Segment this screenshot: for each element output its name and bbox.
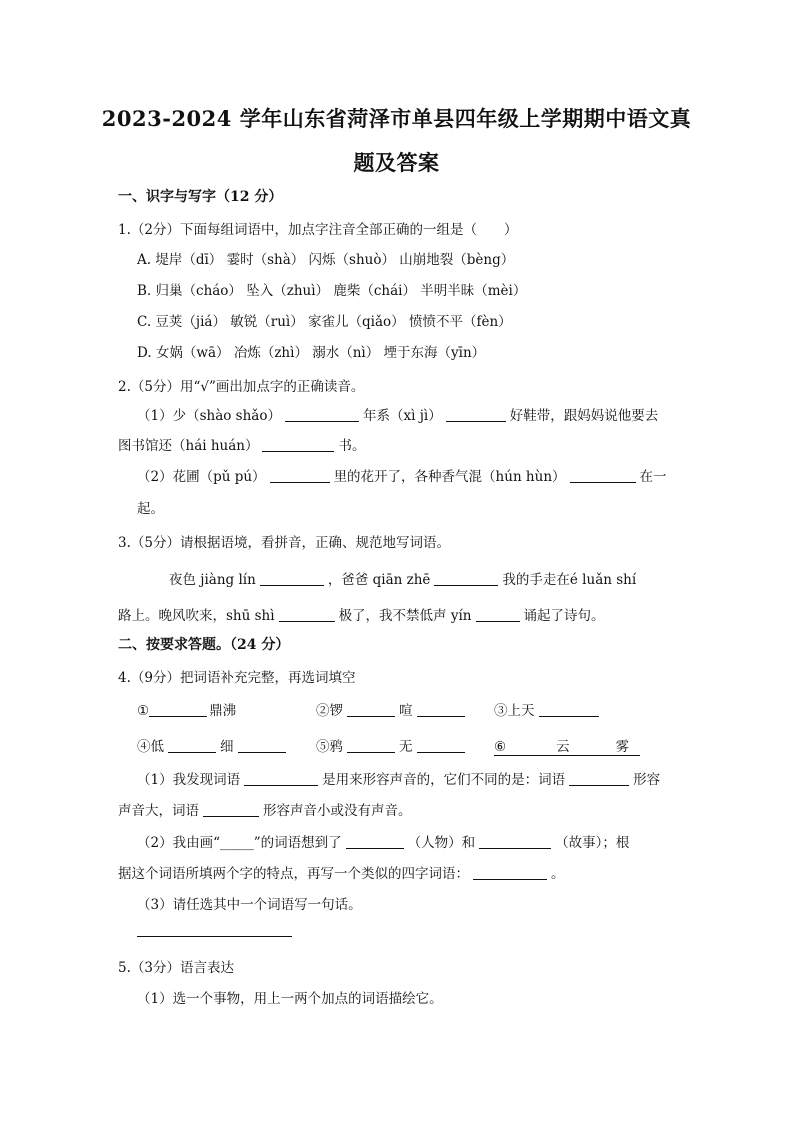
q4-item-4 — [137, 735, 290, 755]
q4-blank-7[interactable] — [347, 738, 395, 753]
q4-item-5 — [316, 735, 469, 755]
q2-l1-part-b: 年系（xì jì） — [362, 408, 442, 424]
q4-s2-blank-3[interactable] — [473, 865, 547, 880]
q4-item-6-word-b: 雾 — [615, 739, 630, 755]
q3-blank-3[interactable] — [279, 607, 335, 622]
q1-option-c: C. 豆荚（jiá） 敏锐（ruì） 家雀儿（qiǎo） 愤愤不平（fèn） — [137, 314, 512, 330]
q4-s2-blank-2[interactable] — [479, 834, 551, 849]
q4-s1-blank-2[interactable] — [569, 771, 629, 786]
q4-sub2-line-2 — [118, 862, 565, 882]
q4-s1-blank-1[interactable] — [244, 771, 318, 786]
section-2-heading: 二、按要求答题。（24 分） — [118, 637, 290, 653]
q4-item-4-word-a: ④低 — [137, 739, 164, 755]
q4-item-5-word-b: 无 — [399, 739, 413, 755]
q4-sentence-answer-line[interactable] — [137, 936, 292, 937]
q4-blank-6[interactable] — [238, 738, 286, 753]
q2-blank-1[interactable] — [285, 407, 359, 422]
q3-l2-part-c: 诵起了诗句。 — [523, 608, 605, 624]
q4-blank-8[interactable] — [417, 738, 465, 753]
q2-line-1 — [137, 404, 658, 424]
q2-l2-part-a: 图书馆还（hái huán） — [118, 438, 259, 454]
q4-s1-part-d: 声音大，词语 — [118, 803, 199, 819]
q4-item-1 — [137, 699, 236, 719]
q3-l1-part-a: 夜色 jiàng lín — [169, 572, 256, 588]
q4-item-1-word: 鼎沸 — [209, 703, 237, 719]
q4-blank-1[interactable] — [149, 702, 207, 717]
q2-stem: 2.（5分）用“√”画出加点字的正确读音。 — [118, 379, 365, 395]
q1-stem: 1.（2分）下面每组词语中，加点字注音全部正确的一组是（ ） — [118, 222, 518, 238]
q3-blank-4[interactable] — [476, 607, 520, 622]
q4-sub1-line-1 — [137, 768, 660, 788]
q1-option-d: D. 女娲（wā） 冶炼（zhì） 溺水（nì） 堙于东海（yīn） — [137, 345, 486, 361]
q3-stem: 3.（5分）请根据语境，看拼音，正确、规范地写词语。 — [118, 535, 450, 551]
q4-sub1-line-2 — [118, 799, 412, 819]
q2-blank-3[interactable] — [262, 437, 334, 452]
q4-s2-part-b: （人物）和 — [407, 835, 476, 851]
q2-line-2 — [118, 434, 365, 454]
q2-l3-part-a: （2）花圃（pǔ pú） — [137, 469, 266, 485]
q4-sub3: （3）请任选其中一个词语写一句话。 — [137, 897, 362, 913]
q3-l1-part-b: ，爸爸 qiān zhē — [327, 572, 431, 588]
q5-sub1: （1）选一个事物，用上一两个加点的词语描绘它。 — [137, 991, 443, 1007]
q2-line-3 — [137, 465, 667, 485]
q4-item-5-word-a: ⑤鸦 — [316, 739, 343, 755]
q5-stem: 5.（3分）语言表达 — [118, 960, 234, 976]
q3-line-1 — [169, 568, 636, 588]
q4-blank-5[interactable] — [168, 738, 216, 753]
section-1-heading: 一、识字与写字（12 分） — [118, 189, 283, 205]
q4-s2-blank-1[interactable] — [346, 834, 404, 849]
q4-item-3-word: ③上天 — [494, 703, 535, 719]
q4-item-6-word-a: 云 — [556, 739, 570, 755]
q1-option-b: B. 归巢（cháo） 坠入（zhuì） 鹿柴（chái） 半明半昧（mèi） — [137, 283, 527, 299]
q2-blank-5[interactable] — [570, 468, 636, 483]
q4-stem: 4.（9分）把词语补充完整，再选词填空 — [118, 670, 356, 686]
q4-s1-part-e: 形容声音小或没有声音。 — [263, 803, 412, 819]
q4-s1-part-a: （1）我发现词语 — [137, 772, 241, 788]
q2-line-4: 起。 — [137, 501, 164, 517]
q3-l1-part-c: 我的手走在é luǎn shí — [502, 572, 637, 588]
q4-blank-4[interactable] — [539, 702, 599, 717]
q4-s2-part-e: 。 — [551, 866, 565, 882]
q4-s1-blank-3[interactable] — [203, 802, 259, 817]
q2-blank-4[interactable] — [270, 468, 330, 483]
title-line-1: 2023-2024 学年山东省菏泽市单县四年级上学期期中语文真 — [101, 106, 692, 131]
q4-item-1-num: ① — [137, 703, 150, 719]
q4-item-2 — [316, 699, 469, 719]
q4-item-3 — [494, 699, 603, 719]
q4-item-4-word-b: 细 — [220, 739, 234, 755]
q4-s2-part-d: 据这个词语所填两个字的特点，再写一个类似的四字词语： — [118, 866, 469, 882]
q1-option-a: A. 堤岸（dī） 霎时（shà） 闪烁（shuò） 山崩地裂（bèng） — [137, 252, 515, 268]
q4-item-2-word-a: ②锣 — [316, 703, 343, 719]
q2-l3-part-b: 里的花开了，各种香气混（hún hùn） — [333, 469, 566, 485]
q4-item-2-word-b: 喧 — [399, 703, 413, 719]
q2-l1-part-c: 好鞋带，跟妈妈说他要去 — [509, 408, 659, 424]
q4-blank-3[interactable] — [417, 702, 465, 717]
q4-s2-part-c: （故事）；根 — [555, 835, 630, 851]
q4-blank-2[interactable] — [347, 702, 395, 717]
q2-l2-part-b: 书。 — [338, 438, 366, 454]
q4-s1-part-b: 是用来形容声音的，它们不同的是：词语 — [322, 772, 566, 788]
q4-item-6[interactable] — [494, 735, 640, 756]
q3-blank-1[interactable] — [260, 571, 324, 586]
q3-l2-part-a: 路上。晚风吹来，shū shì — [118, 608, 275, 624]
q3-blank-2[interactable] — [434, 571, 498, 586]
q4-s2-part-a: （2）我由画“_____”的词语想到了 — [137, 835, 342, 851]
q2-blank-2[interactable] — [446, 407, 506, 422]
q3-l2-part-b: 极了，我不禁低声 yín — [338, 608, 472, 624]
q4-sub2-line-1 — [137, 831, 629, 851]
q3-line-2 — [118, 604, 605, 624]
title-line-2: 题及答案 — [353, 150, 440, 175]
q4-item-6-num: ⑥ — [494, 739, 507, 755]
q4-s1-part-c: 形容 — [633, 772, 661, 788]
q2-l3-part-c: 在一 — [639, 469, 667, 485]
q2-l1-part-a: （1）少（shào shǎo） — [137, 408, 281, 424]
